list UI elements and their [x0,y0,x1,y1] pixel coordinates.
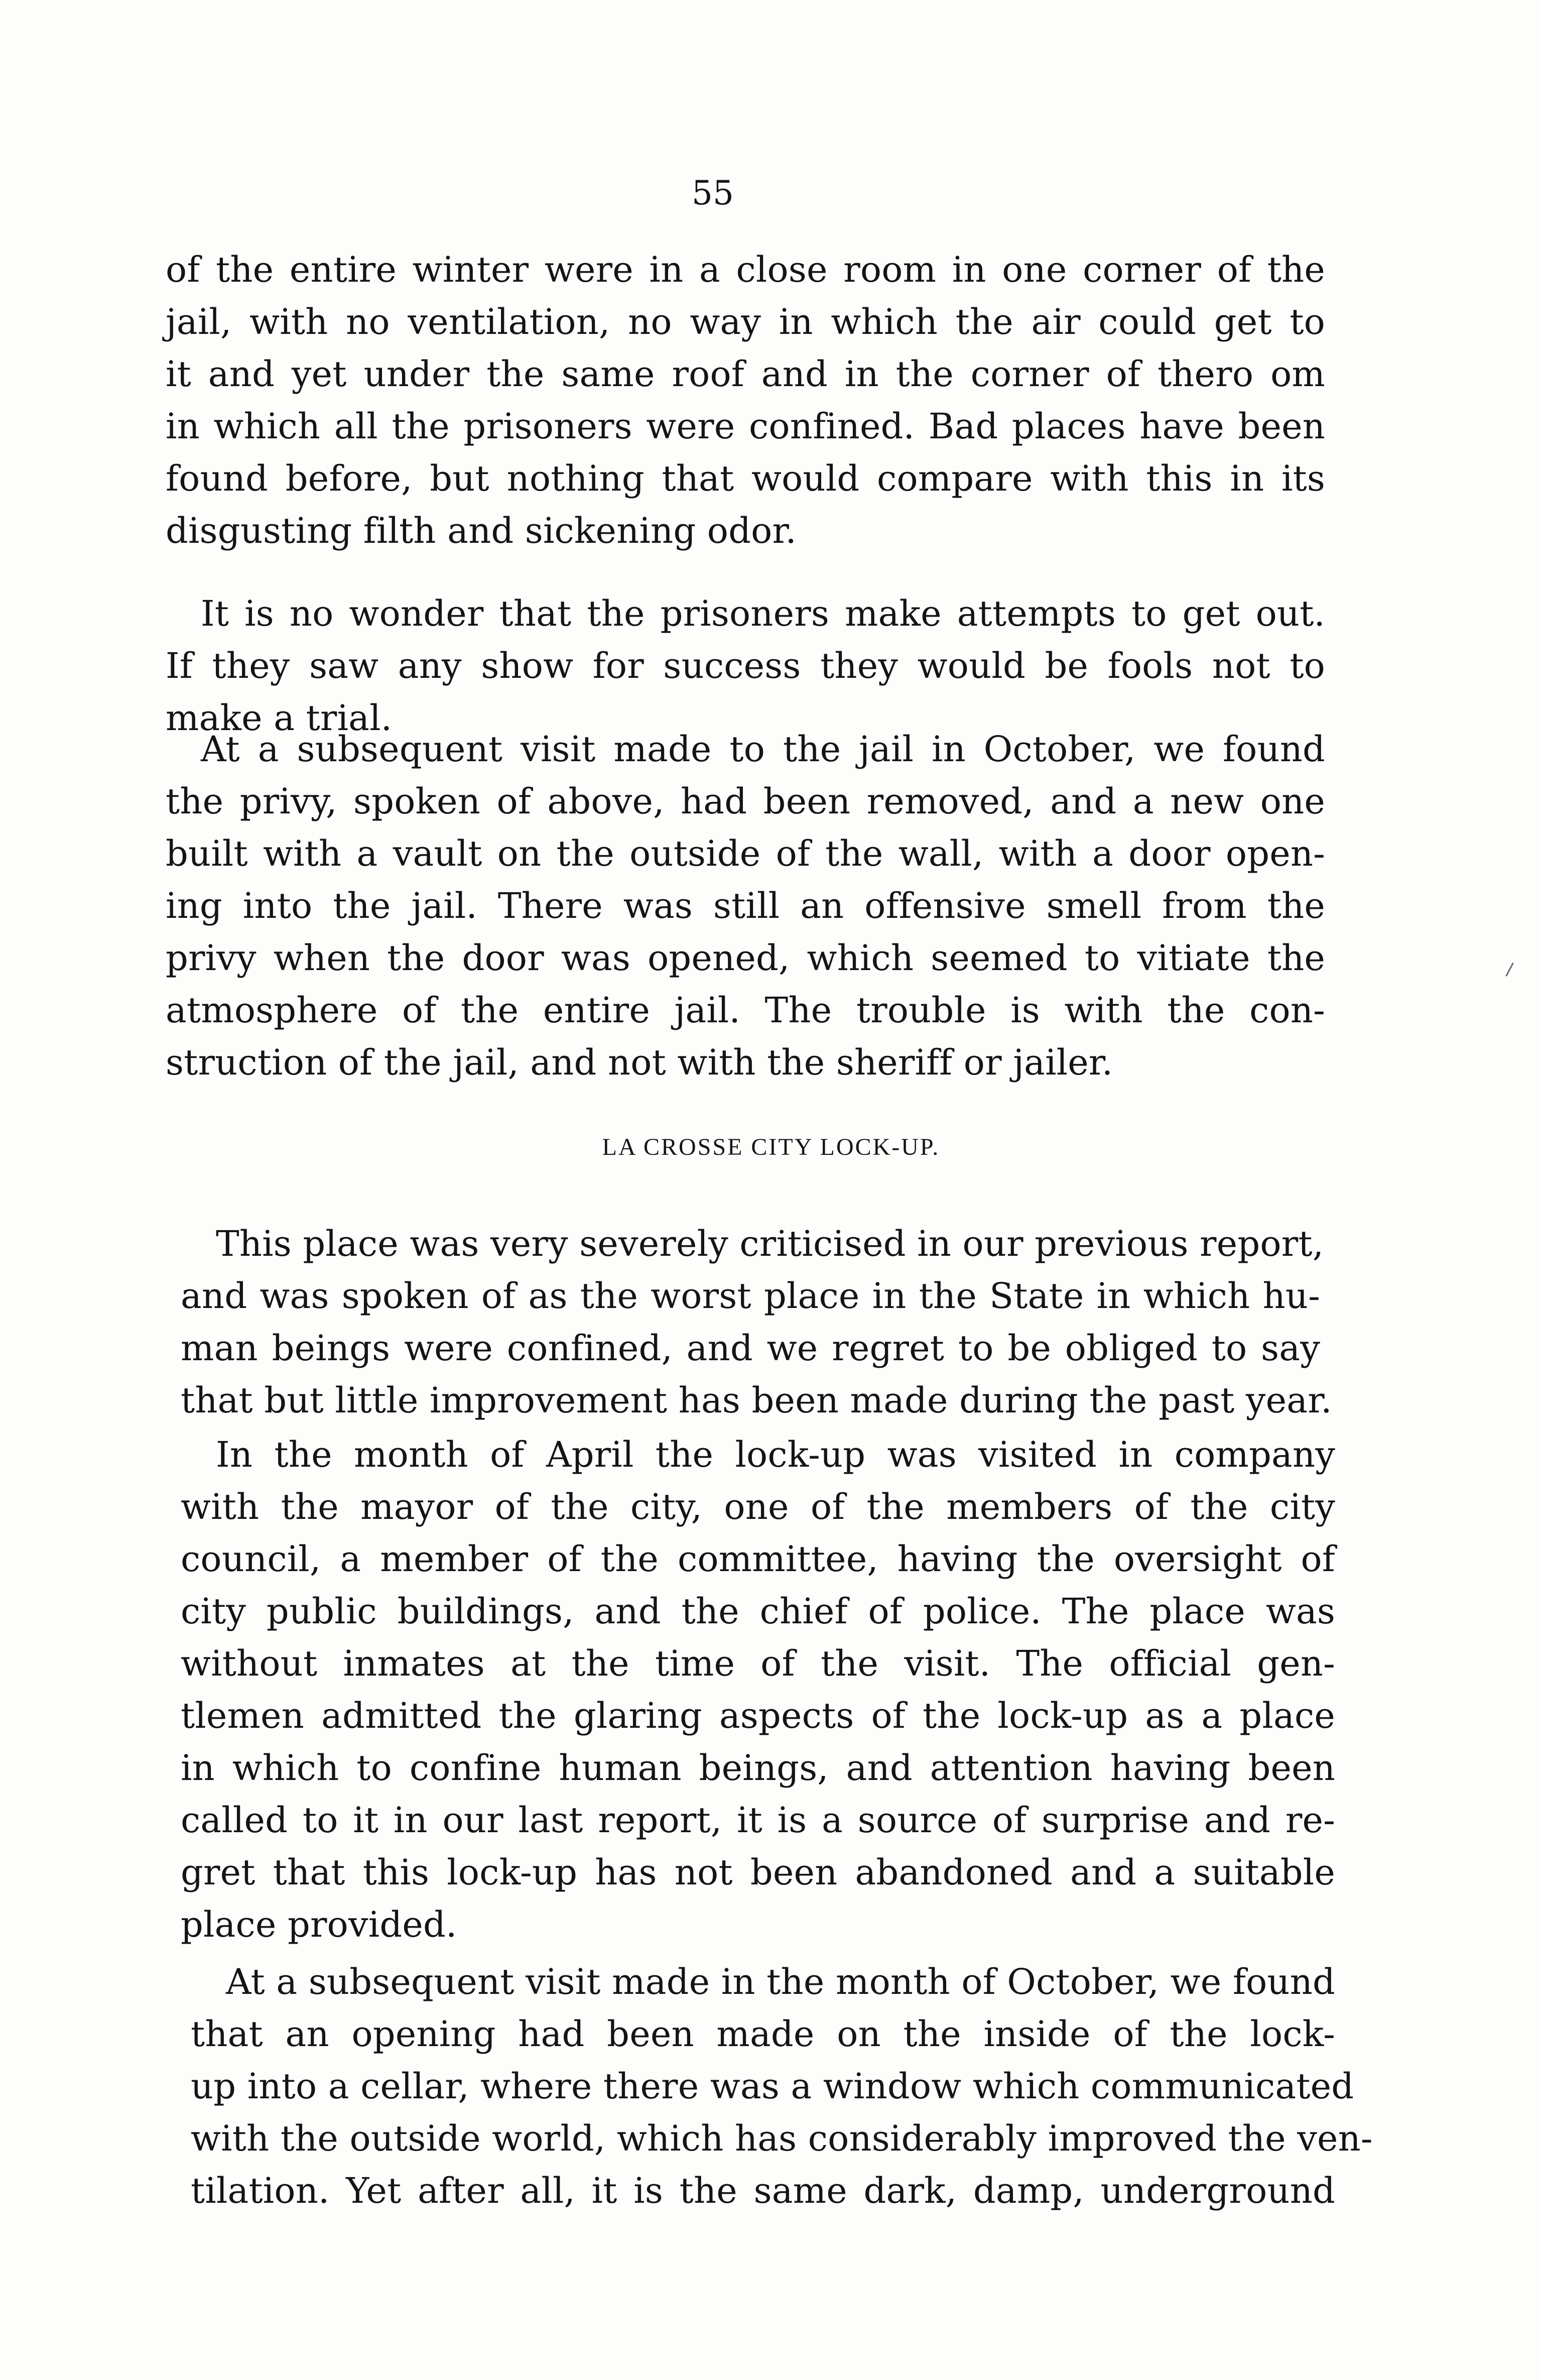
text-line: up into a cellar, where there was a window which communicated [191,2066,1354,2107]
margin-pencil-mark [1505,963,1522,981]
paragraph-escape-attempts [166,587,1325,744]
text-line: that but little improvement has been made during the past year. [181,1380,1332,1421]
paragraph-october-visit-jail [166,723,1325,1089]
text-line: At a subsequent visit made to the jail in October, we found [201,729,1325,770]
text-line: This place was very severely criticised in our previous report, [216,1223,1324,1264]
text-line: with the outside world, which has considerably improved the ven- [191,2118,1373,2159]
paragraph-lockup-criticism [181,1218,1332,1426]
section-heading: LA CROSSE CITY LOCK-UP. [602,1134,940,1160]
text-line: and was spoken of as the worst place in the State in which hu- [181,1275,1320,1317]
text-line: disgusting filth and sickening odor. [166,510,797,551]
text-line: in which all the prisoners were confined. Bad places have been [166,406,1325,447]
text-line: that an opening had been made on the inside of the lock- [191,2013,1335,2055]
text-line: ing into the jail. There was still an offensive smell from the [166,885,1325,926]
text-line: struction of the jail, and not with the sheriff or jailer. [166,1042,1113,1083]
text-line: If they saw any show for success they would be fools not to [166,645,1325,686]
text-line: It is no wonder that the prisoners make attempts to get out. [201,593,1325,634]
text-line: it and yet under the same roof and in the corner of thero om [166,353,1325,395]
text-line: At a subsequent visit made in the month of October, we found [226,1961,1335,2002]
paragraph-jail-conditions [166,244,1325,557]
text-line: city public buildings, and the chief of police. The place was [181,1591,1335,1632]
text-line: place provided. [181,1904,457,1945]
text-line: built with a vault on the outside of the wall, with a door open- [166,833,1325,874]
text-line: make a trial. [166,697,393,739]
text-line: tilation. Yet after all, it is the same dark, damp, underground [191,2170,1335,2211]
text-line: council, a member of the committee, having the oversight of [181,1538,1335,1580]
text-line: in which to confine human beings, and attention having been [181,1747,1335,1789]
text-line: with the mayor of the city, one of the members of the city [181,1486,1335,1527]
text-line: of the entire winter were in a close room in one corner of the [166,249,1325,290]
text-line: without inmates at the time of the visit. The official gen- [181,1643,1335,1684]
text-line: In the month of April the lock-up was visited in company [216,1434,1335,1475]
text-line: man beings were confined, and we regret to be obliged to say [181,1328,1320,1369]
paragraph-october-visit-lockup [191,1956,1373,2217]
text-line: the privy, spoken of above, had been removed, and a new one [166,781,1325,822]
text-line: tlemen admitted the glaring aspects of the lock-up as a place [181,1695,1335,1736]
text-line: jail, with no ventilation, no way in which the air could get to [166,301,1325,342]
paragraph-april-visit [181,1429,1335,1951]
page-number: 55 [692,174,734,212]
text-line: gret that this lock-up has not been abandoned and a suitable [181,1852,1335,1893]
text-line: privy when the door was opened, which seemed to vitiate the [166,937,1325,979]
text-line: called to it in our last report, it is a source of surprise and re- [181,1800,1335,1841]
text-line: found before, but nothing that would compare with this in its [166,458,1325,499]
text-line: atmosphere of the entire jail. The trouble is with the con- [166,990,1325,1031]
